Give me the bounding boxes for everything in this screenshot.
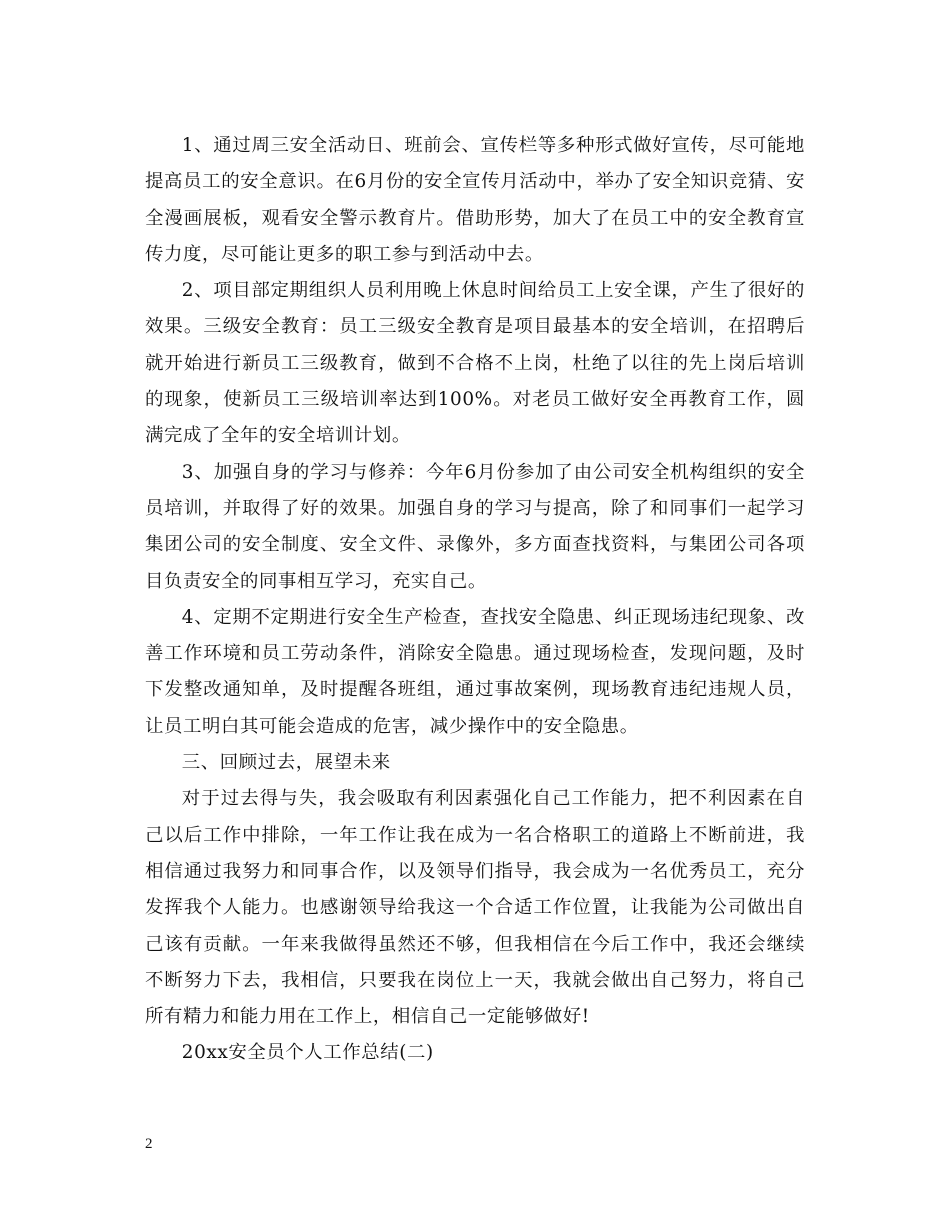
next-document-title: 20xx安全员个人工作总结(二) xyxy=(181,1042,434,1064)
paragraph-review-outlook: 对于过去得与失，我会吸取有利因素强化自己工作能力，把不利因素在自己以后工作中排除，一年工作让我在成为一名合格职工的道路上不断前进，我相信通过我努力和同事合作，以及领导们指导，我会成为一名优秀员工，充分发挥我个人能力。也感谢领导给我这一个合适工作位置，让我能为公司做出自己该有贡献。一年来我做得虽然还不够，但我相信在今后工作中，我还会继续不断努力下去，我相信，只要我在岗位上一天，我就会做出自己努力，将自己所有精力和能力用在工作上，相信自己一定能够做好! xyxy=(145,788,805,1028)
paragraph-safety-classes: 2、项目部定期组织人员利用晚上休息时间给员工上安全课，产生了很好的效果。三级安全教育：员工三级安全教育是项目最基本的安全培训，在招聘后就开始进行新员工三级教育，做到不合格不上岗，杜绝了以往的先上岗后培训的现象，使新员工三级培训率达到100%。对老员工做好安全再教育工作，圆满完成了全年的安全培训计划。 xyxy=(145,280,805,447)
page-number: 2 xyxy=(145,1136,153,1152)
paragraph-safety-inspection: 4、定期不定期进行安全生产检查，查找安全隐患、纠正现场违纪现象、改善工作环境和员工劳动条件，消除安全隐患。通过现场检查，发现问题，及时下发整改通知单，及时提醒各班组，通过事故案例，现场教育违纪违规人员，让员工明白其可能会造成的危害，减少操作中的安全隐患。 xyxy=(145,606,805,737)
section-heading-review: 三、回顾过去，展望未来 xyxy=(181,752,391,774)
paragraph-self-study: 3、加强自身的学习与修养：今年6月份参加了由公司安全机构组织的安全员培训，并取得了好的效果。加强自身的学习与提高，除了和同事们一起学习集团公司的安全制度、安全文件、录像外，多方面查找资料，与集团公司各项目负责安全的同事相互学习，充实自己。 xyxy=(145,461,805,592)
paragraph-safety-publicity: 1、通过周三安全活动日、班前会、宣传栏等多种形式做好宣传，尽可能地提高员工的安全意识。在6月份的安全宣传月活动中，举办了安全知识竞猜、安全漫画展板，观看安全警示教育片。借助形势，加大了在员工中的安全教育宣传力度，尽可能让更多的职工参与到活动中去。 xyxy=(145,135,805,265)
document-body xyxy=(145,128,805,1072)
